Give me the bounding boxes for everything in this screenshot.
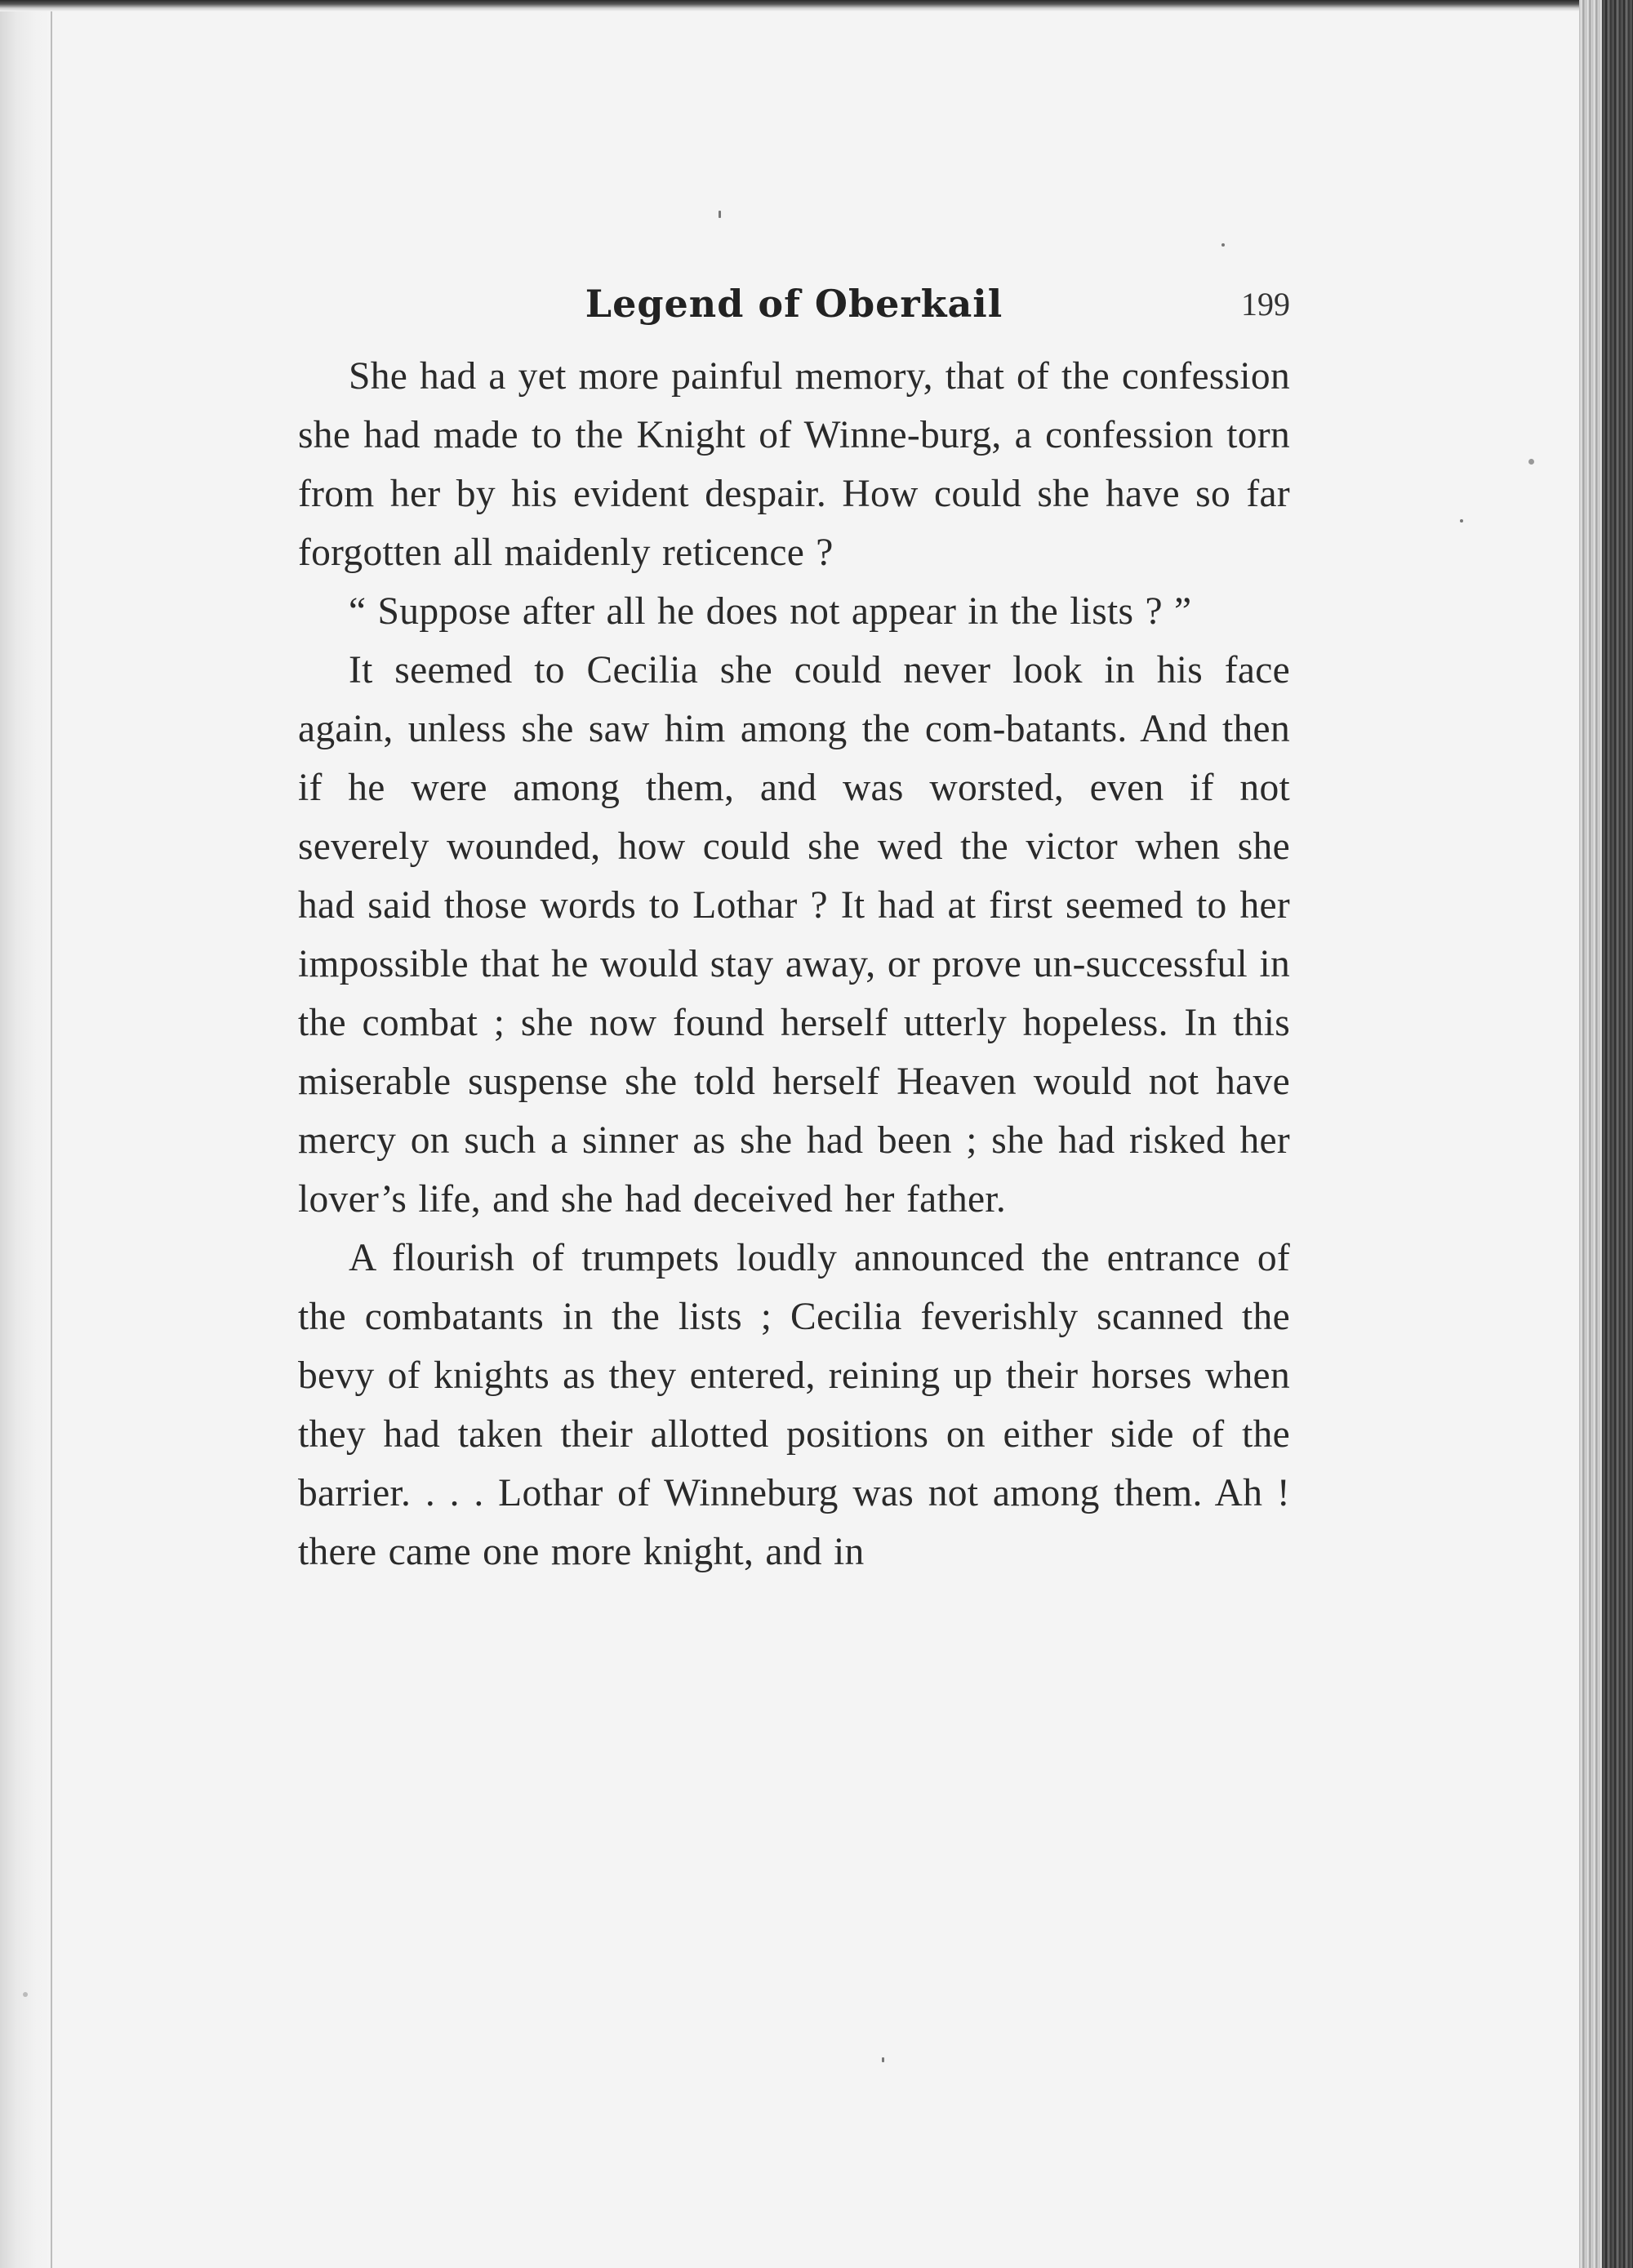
paragraph: It seemed to Cecilia she could never look in his face again, unless she saw him among the com-batants. And then if he were among them, and was worsted, even if not severely wounded, how could she wed the victor when she had said those words to Lothar ? It had at first seemed to her impossible that he would stay away, or prove un-successful in the combat ; she now found herself utterly hopeless. In this miserable suspense she told herself Heaven would not have mercy on such a sinner as she had been ; she had risked her lover’s life, and she had deceived her father. [298,649,1290,1221]
running-title: Legend of Oberkail [585,282,1003,326]
dust-speck [23,1992,28,1997]
dust-speck [719,211,721,218]
page-number: 199 [1241,286,1290,322]
dust-speck [882,2057,884,2062]
dust-speck [1528,459,1534,465]
right-scan-border [1602,0,1633,2268]
running-head [298,282,1290,347]
binding-line [51,0,52,2268]
dust-speck [1460,519,1463,523]
left-gutter-shadow [0,0,51,2268]
right-page-stack [1579,0,1602,2268]
dust-speck [1221,243,1225,247]
top-page-edge [0,0,1609,11]
body-text [298,347,1290,1581]
page-content [298,282,1290,1581]
paragraph: “ Suppose after all he does not appear in the lists ? ” [349,590,1192,633]
paragraph: A flourish of trumpets loudly announced the entrance of the combatants in the lists ; Cecilia feverishly scanned the bevy of knights as they entered, reining up their horses when they had taken their allotted positions on either side of the barrier. . . . Lothar of Winneburg was not among them. Ah ! there came one more knight, and in [298,1237,1290,1573]
paragraph: She had a yet more painful memory, that of the confession she had made to the Knight of Winne-burg, a confession torn from her by his evident despair. How could she have so far forgotten all maidenly reticence ? [298,355,1290,574]
